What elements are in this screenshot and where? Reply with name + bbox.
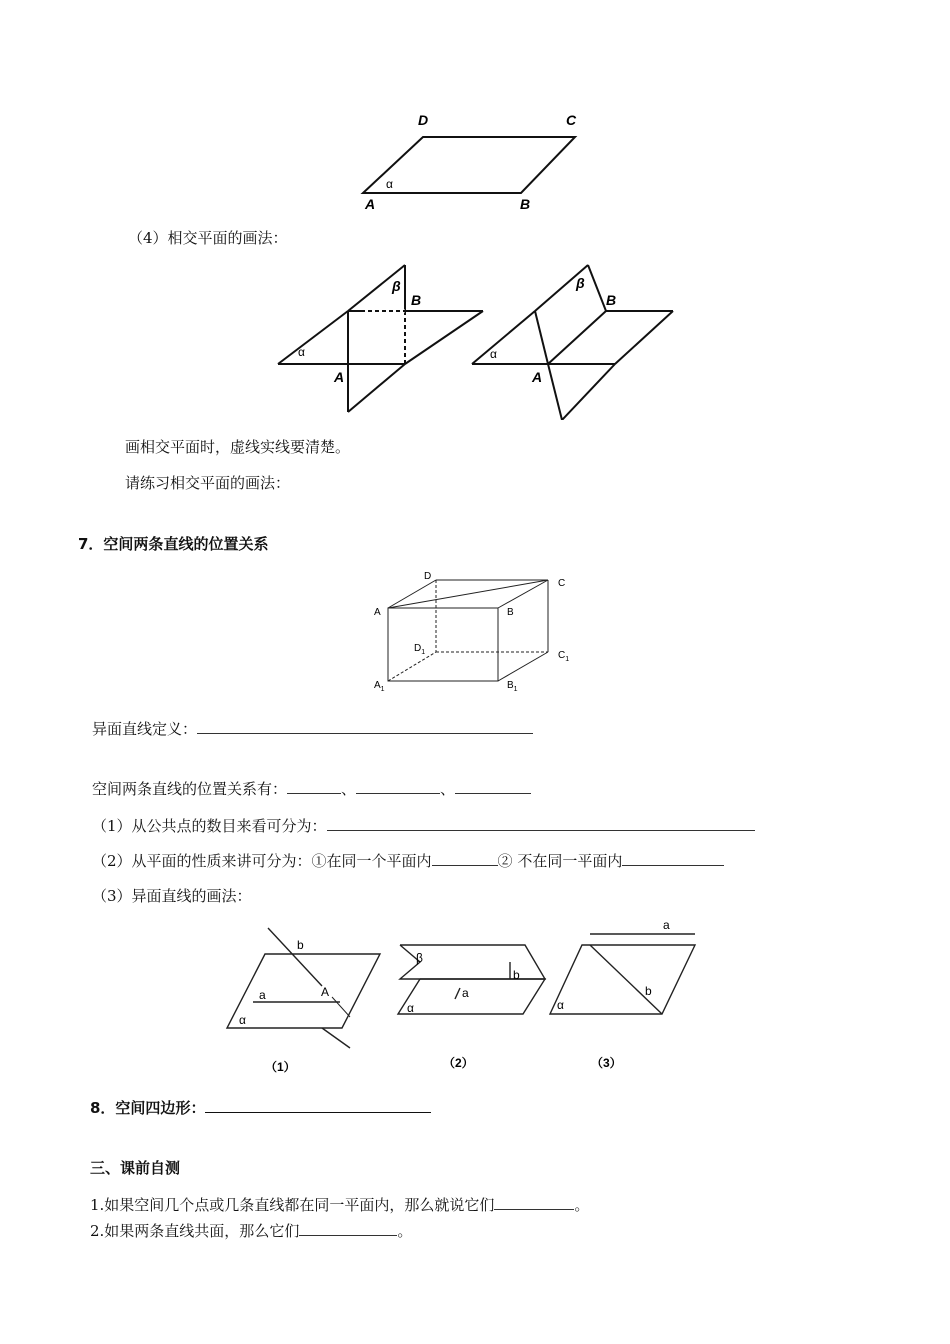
item2-line	[92, 851, 724, 871]
skew1-label-a: a	[259, 988, 266, 1002]
skew2-label-alpha: α	[407, 1001, 414, 1015]
q1-blank[interactable]	[494, 1195, 574, 1210]
skew3-caption: （3）	[591, 1056, 622, 1070]
section8-line	[90, 1098, 431, 1118]
q2-blank[interactable]	[299, 1221, 397, 1236]
section7-title: 7．空间两条直线的位置关系	[78, 535, 269, 553]
question-2	[90, 1221, 412, 1241]
skew1-label-alpha: α	[239, 1013, 246, 1027]
positions-blank-3[interactable]	[455, 779, 531, 794]
cube-label-C1: $C_1$	[558, 650, 570, 663]
cube-label-D1: $D_1$	[414, 643, 426, 656]
item3-label: （3）异面直线的画法：	[92, 887, 252, 905]
skew-lines-definition	[92, 719, 533, 739]
label-A-left: A	[334, 369, 345, 385]
item2-label-b: ② 不在同一平面内	[497, 852, 623, 870]
section4-title: （4）相交平面的画法：	[128, 229, 288, 247]
skew3-label-a: a	[663, 918, 670, 932]
positions-label: 空间两条直线的位置关系有：	[92, 780, 288, 798]
skew2-label-a: a	[462, 986, 469, 1000]
question-1	[90, 1195, 589, 1215]
label-B: B	[520, 196, 531, 212]
cube-label-B1: $B_1$	[507, 680, 518, 693]
separator: 、	[341, 780, 357, 798]
intersect-drawing-right	[472, 265, 673, 420]
label-beta-left: β	[392, 278, 401, 294]
skew-def-blank[interactable]	[197, 719, 533, 734]
section8-title: 8．空间四边形：	[90, 1099, 206, 1117]
label-B-right: B	[606, 292, 617, 308]
item2-blank-1[interactable]	[432, 851, 498, 866]
label-A-right: A	[532, 369, 543, 385]
skew2-caption: （2）	[443, 1056, 474, 1070]
label-D: D	[418, 112, 429, 128]
item2-blank-2[interactable]	[622, 851, 724, 866]
label-B-left: B	[411, 292, 422, 308]
cube-figure	[368, 568, 578, 693]
positions-blank-1[interactable]	[287, 779, 341, 794]
note-dashed-lines: 画相交平面时，虚线实线要清楚。	[125, 438, 351, 456]
skew3-label-alpha: α	[557, 998, 564, 1012]
section8-blank[interactable]	[205, 1098, 431, 1113]
label-alpha-right: α	[490, 347, 497, 361]
skew1-label-A: A	[321, 985, 330, 999]
intersect-drawing-left	[278, 265, 483, 412]
note-practice: 请练习相交平面的画法：	[125, 474, 291, 492]
cube-label-B: B	[507, 607, 514, 618]
cube-label-C: C	[558, 578, 566, 589]
skew-drawing-3	[550, 934, 695, 1014]
positions-line	[92, 779, 531, 799]
item2-label-a: （2）从平面的性质来讲可分为：①在同一个平面内	[92, 852, 432, 870]
skew1-label-b: b	[297, 938, 304, 952]
skew3-label-b: b	[645, 984, 652, 998]
q2-end: 。	[397, 1222, 413, 1240]
skew2-label-beta: β	[416, 951, 423, 965]
parallelogram-figure	[355, 105, 595, 215]
intersecting-planes-figure	[270, 255, 690, 420]
label-C: C	[566, 112, 577, 128]
cube-label-A1: $A_1$	[374, 680, 385, 693]
positions-blank-2[interactable]	[356, 779, 440, 794]
label-beta-right: β	[576, 275, 585, 291]
item1-line	[92, 816, 755, 836]
skew-def-label: 异面直线定义：	[92, 720, 198, 738]
label-alpha-left: α	[298, 345, 305, 359]
label-alpha: α	[386, 177, 393, 191]
q1-text: 1.如果空间几个点或几条直线都在同一平面内，那么就说它们	[90, 1196, 495, 1214]
skew2-label-b: b	[513, 968, 520, 982]
label-A: A	[365, 196, 376, 212]
q2-text: 2.如果两条直线共面，那么它们	[90, 1222, 300, 1240]
separator: 、	[440, 780, 456, 798]
skew1-caption: （1）	[265, 1060, 296, 1074]
part3-title: 三、课前自测	[90, 1159, 181, 1177]
item1-blank[interactable]	[327, 816, 755, 831]
cube-label-A: A	[374, 607, 381, 618]
skew-lines-figure	[225, 918, 705, 1083]
item1-label: （1）从公共点的数目来看可分为：	[92, 817, 327, 835]
q1-end: 。	[574, 1196, 590, 1214]
cube-label-D: D	[424, 571, 432, 582]
